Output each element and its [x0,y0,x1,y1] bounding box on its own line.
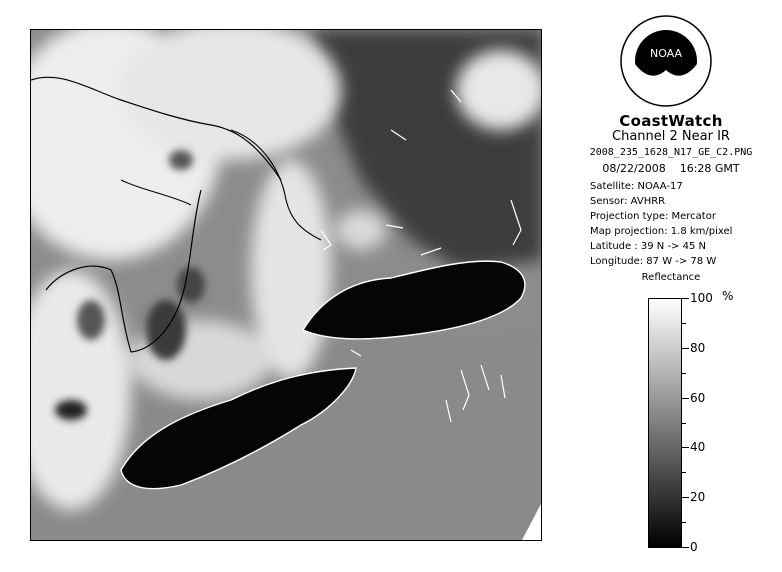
colorbar-tick-label: 40 [690,440,706,454]
colorbar-tick [682,348,689,349]
noaa-logo-text: NOAA [649,47,683,60]
legend-title: Reflectance [641,272,701,283]
colorbar-tick [682,547,689,548]
legend-unit: % [722,289,734,303]
colorbar-tick-label: 60 [690,391,706,405]
sensor-info: Sensor: AVHRR [590,196,666,207]
colorbar-tick [682,472,686,473]
projection-type-info: Projection type: Mercator [590,211,716,222]
colorbar-tick-label: 20 [690,490,706,504]
colorbar-tick [682,423,686,424]
latitude-info: Latitude : 39 N -> 45 N [590,241,706,252]
colorbar-tick [682,323,686,324]
colorbar-tick [682,497,689,498]
page-title: CoastWatch [619,112,723,130]
datetime-label: 08/22/2008 16:28 GMT [602,162,740,175]
map-projection-info: Map projection: 1.8 km/pixel [590,226,733,237]
noaa-logo [619,14,713,108]
colorbar-tick-label: 0 [690,540,698,554]
filename-label: 2008_235_1628_N17_GE_C2.PNG [589,147,753,158]
colorbar-tick [682,522,686,523]
longitude-info: Longitude: 87 W -> 78 W [590,256,717,267]
satellite-info: Satellite: NOAA-17 [590,181,683,192]
colorbar-tick-label: 80 [690,341,706,355]
colorbar-tick [682,298,689,299]
reflectance-colorbar [648,298,682,548]
colorbar-tick [682,373,686,374]
satellite-image [30,29,542,541]
channel-label: Channel 2 Near IR [612,129,730,144]
colorbar-tick [682,447,689,448]
colorbar-tick-label: 100 [690,291,713,305]
colorbar-tick [682,398,689,399]
